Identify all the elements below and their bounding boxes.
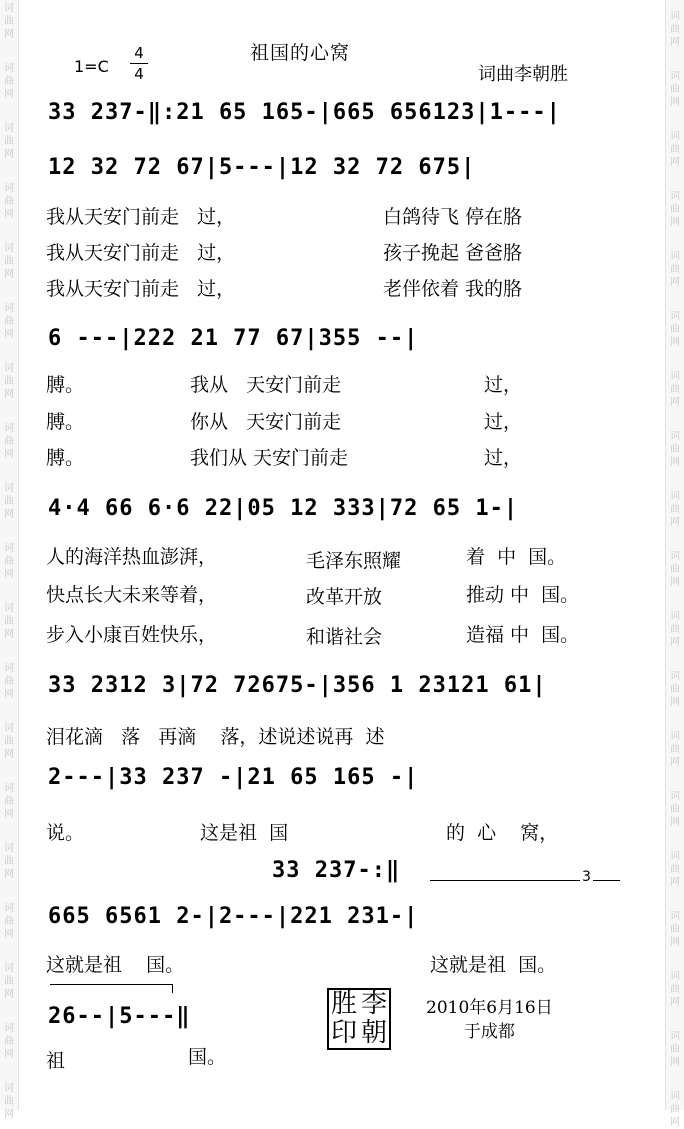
lyric-line5b: 这是祖 国	[200, 822, 289, 844]
seal-char-1: 胜	[330, 989, 357, 1019]
watermark-text: 词 曲 网	[670, 11, 680, 48]
watermark-text: 词 曲 网	[4, 723, 14, 760]
watermark-text: 词 曲 网	[4, 423, 14, 460]
watermark-text: 词 曲 网	[4, 543, 14, 580]
seal-char-2: 李	[360, 989, 387, 1019]
watermark-text: 词 曲 网	[670, 611, 680, 648]
watermark-text: 词 曲 网	[670, 551, 680, 588]
lyric-line7a: 祖	[46, 1050, 66, 1072]
lyric-line6a: 这就是祖 国。	[46, 954, 185, 976]
lyric-v3-line3c: 造福 中 国。	[466, 624, 580, 646]
watermark-text: 词 曲 网	[4, 483, 14, 520]
watermark-text: 词 曲 网	[670, 491, 680, 528]
lyric-v3-line2a: 膊。	[46, 447, 85, 469]
watermark-text: 词 曲 网	[4, 1083, 14, 1120]
lyric-v2-line2c: 过，	[484, 411, 523, 433]
watermark-text: 词 曲 网	[4, 363, 14, 400]
watermark-text: 词 曲 网	[4, 183, 14, 220]
watermark-text: 词 曲 网	[4, 1023, 14, 1060]
lyric-v1-line2b: 我从 天安门前走	[190, 374, 342, 396]
watermark-text: 词 曲 网	[670, 851, 680, 888]
lyric-v2-line3b: 改革开放	[306, 586, 383, 608]
lyric-v3-line2c: 过，	[484, 447, 523, 469]
lyric-v2-line2a: 膊。	[46, 411, 85, 433]
lyric-v1-line3b: 毛泽东照耀	[306, 550, 402, 572]
music-line-5: 33 2312 3|72 72675-|356 1 23121 61|	[48, 673, 547, 698]
music-line-7-repeat: 33 237-:‖	[272, 858, 401, 883]
watermark-text: 词 曲 网	[670, 311, 680, 348]
lyric-v1-line3c: 着 中 国。	[466, 546, 567, 568]
watermark-text: 词 曲 网	[4, 663, 14, 700]
lyric-v2-line3c: 推动 中 国。	[466, 584, 580, 606]
watermark-text: 词 曲 网	[670, 1091, 680, 1128]
watermark-text: 词 曲 网	[4, 123, 14, 160]
watermark-text: 词 曲 网	[4, 63, 14, 100]
watermark-text: 词 曲 网	[670, 371, 680, 408]
lyric-line6b: 这就是祖 国。	[430, 954, 557, 976]
tie-arc	[50, 984, 173, 993]
watermark-text: 词 曲 网	[670, 251, 680, 288]
lyric-v3-line2b: 我们从 天安门前走	[190, 447, 349, 469]
music-line-1: 33 237-‖:21 65 165-|665 656123|1---|	[48, 100, 561, 125]
lyric-v1-line3a: 人的海洋热血澎湃，	[46, 546, 218, 568]
watermark-text: 词 曲 网	[670, 71, 680, 108]
time-signature-divider	[130, 63, 148, 64]
watermark-text: 词 曲 网	[670, 131, 680, 168]
lyric-v2-line3a: 快点长大未来等着，	[46, 584, 218, 606]
lyric-v2-line2b: 你从 天安门前走	[190, 411, 342, 433]
author-credit: 词曲李朝胜	[478, 64, 568, 85]
watermark-text: 词 曲 网	[4, 903, 14, 940]
key-signature: 1=C	[74, 57, 109, 76]
watermark-text: 词 曲 网	[670, 791, 680, 828]
lyric-v1-line1b: 白鸽待飞 停在胳	[383, 206, 523, 228]
watermark-text: 词 曲 网	[4, 243, 14, 280]
watermark-text: 词 曲 网	[670, 971, 680, 1008]
watermark-text: 词 曲 网	[4, 843, 14, 880]
right-watermark-strip	[665, 0, 684, 1128]
time-signature-top: 4	[134, 44, 144, 62]
music-line-4: 4·4 66 6·6 22|05 12 333|72 65 1-|	[48, 496, 519, 521]
watermark-text: 词 曲 网	[4, 303, 14, 340]
lyric-v3-line1a: 我从天安门前走 过，	[46, 278, 236, 300]
watermark-text: 词 曲 网	[4, 3, 14, 40]
time-signature	[130, 44, 148, 83]
watermark-text: 词 曲 网	[670, 431, 680, 468]
watermark-text: 词 曲 网	[670, 911, 680, 948]
composition-date: 2010年6月16日	[426, 998, 553, 1018]
left-watermark-strip	[0, 0, 19, 1120]
lyric-line7b: 国。	[188, 1046, 227, 1068]
music-line-2: 12 32 72 67|5---|12 32 72 675|	[48, 155, 476, 180]
lyric-v2-line1b: 孩子挽起 爸爸胳	[383, 242, 523, 264]
lyric-v3-line3b: 和谐社会	[306, 626, 383, 648]
song-title: 祖国的心窝	[250, 42, 351, 64]
watermark-text: 词 曲 网	[4, 963, 14, 1000]
seal-char-3: 印	[330, 1018, 357, 1048]
watermark-text: 词 曲 网	[670, 671, 680, 708]
lyric-v3-line1b: 老伴依着 我的胳	[383, 278, 523, 300]
music-line-6: 2---|33 237 -|21 65 165 -|	[48, 765, 419, 790]
lyric-v1-line1a: 我从天安门前走 过，	[46, 206, 236, 228]
watermark-text: 词 曲 网	[670, 191, 680, 228]
lyric-line5c: 的 心 窝，	[446, 822, 559, 844]
watermark-text: 词 曲 网	[670, 731, 680, 768]
lyric-v1-line2c: 过，	[484, 374, 523, 396]
watermark-text: 词 曲 网	[4, 783, 14, 820]
watermark-text: 词 曲 网	[670, 1031, 680, 1068]
watermark-text: 词 曲 网	[4, 603, 14, 640]
composition-place: 于成都	[463, 1022, 515, 1042]
seal-char-4: 朝	[360, 1018, 387, 1048]
music-line-3: 6 ---|222 21 77 67|355 --|	[48, 326, 419, 351]
time-signature-bottom: 4	[134, 65, 144, 83]
lyric-v2-line1a: 我从天安门前走 过，	[46, 242, 236, 264]
triplet-bracket	[430, 869, 620, 891]
triplet-number: 3	[582, 869, 591, 885]
composition-date-block	[426, 996, 553, 1044]
lyric-line4: 泪花滴 落 再滴 落，述说述说再 述	[46, 726, 385, 748]
music-line-9: 26--|5---‖	[48, 1004, 191, 1029]
lyric-v3-line3a: 步入小康百姓快乐，	[46, 624, 218, 646]
music-line-8: 665 6561 2-|2---|221 231-|	[48, 904, 419, 929]
lyric-line5a: 说。	[46, 822, 85, 844]
lyric-v1-line2a: 膊。	[46, 374, 85, 396]
author-seal	[327, 988, 391, 1050]
